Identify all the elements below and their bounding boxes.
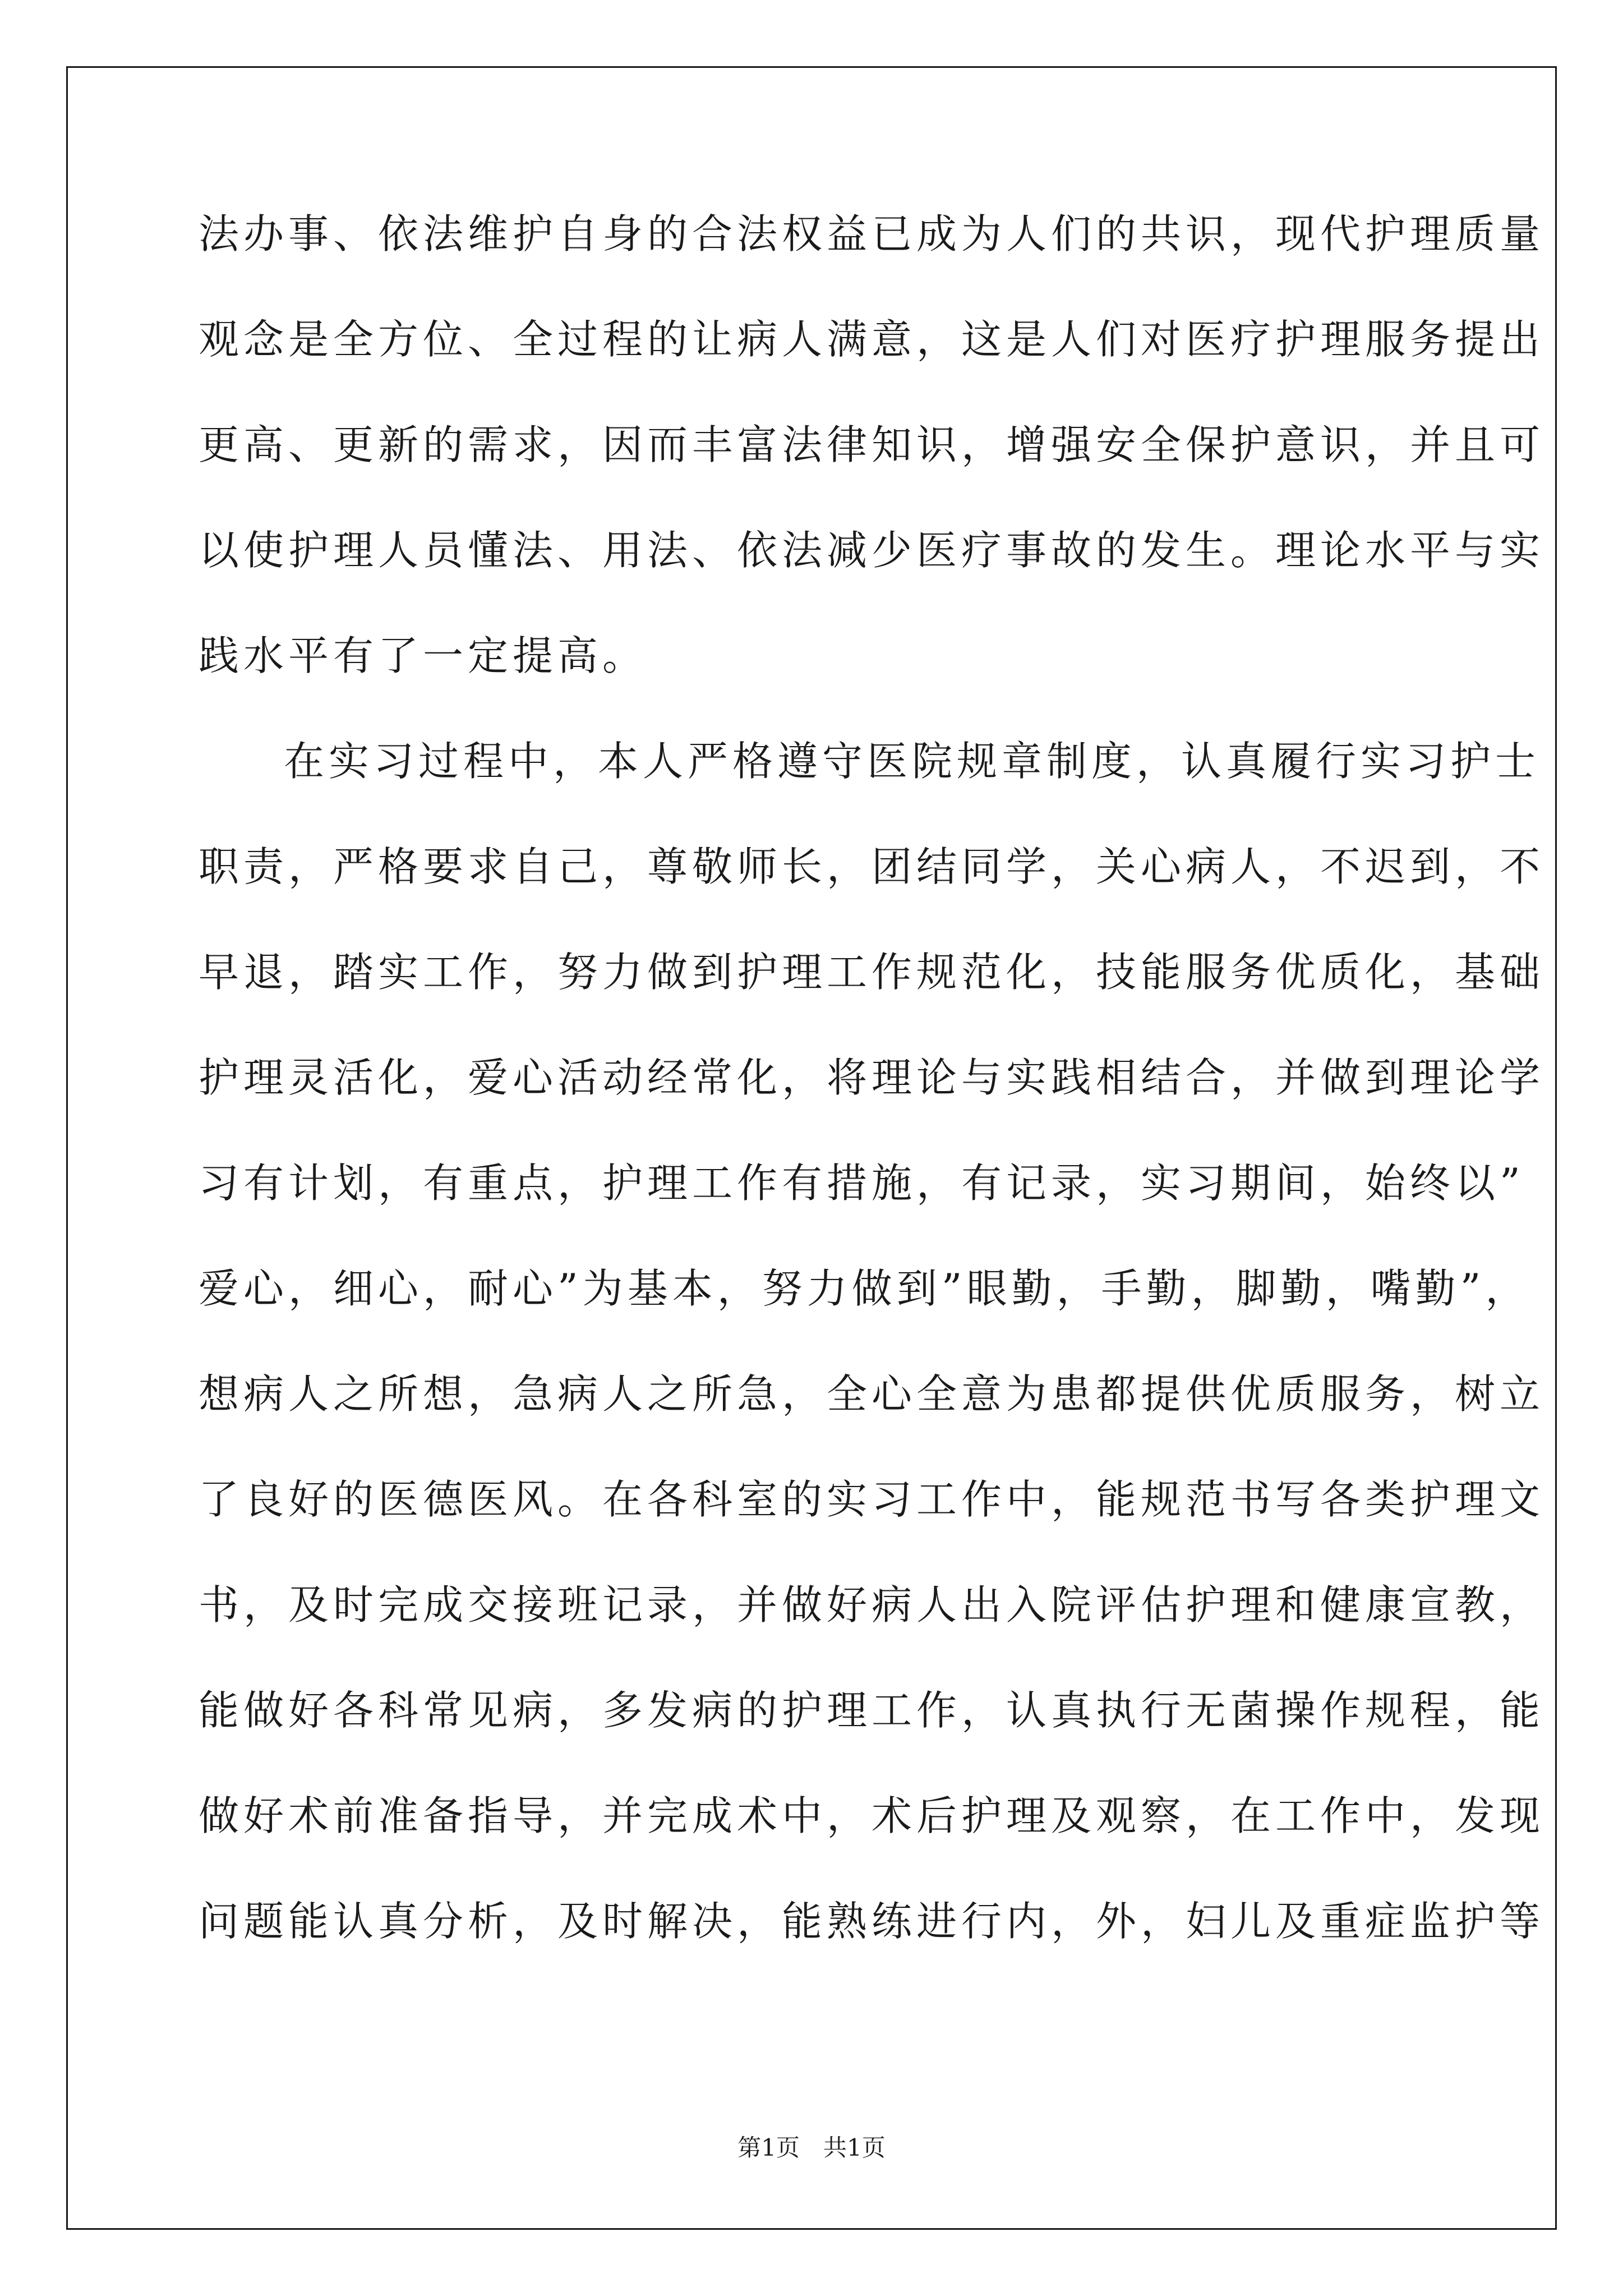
text-line: 以使护理人员懂法、用法、依法减少医疗事故的发生。理论水平与实 — [199, 527, 1545, 574]
text-line: 想病人之所想，急病人之所急，全心全意为患都提供优质服务，树立 — [199, 1370, 1545, 1418]
text-line: 护理灵活化，爱心活动经常化，将理论与实践相结合，并做到理论学 — [199, 1054, 1545, 1101]
text-line: 问题能认真分析，及时解决，能熟练进行内，外，妇儿及重症监护等 — [199, 1898, 1545, 1945]
page-number-footer: 第1页 共1页 — [737, 2134, 886, 2161]
text-line: 职责，严格要求自己，尊敬师长，团结同学，关心病人，不迟到，不 — [199, 843, 1545, 890]
text-line: 习有计划，有重点，护理工作有措施，有记录，实习期间，始终以” — [199, 1159, 1525, 1207]
text-line: 早退，踏实工作，努力做到护理工作规范化，技能服务优质化，基础 — [199, 949, 1545, 996]
text-line: 法办事、依法维护自身的合法权益已成为人们的共识，现代护理质量 — [199, 210, 1545, 257]
text-line: 了良好的医德医风。在各科室的实习工作中，能规范书写各类护理文 — [199, 1476, 1545, 1523]
text-line: 爱心，细心，耐心”为基本，努力做到”眼勤，手勤，脚勤，嘴勤”， — [199, 1265, 1530, 1312]
text-line: 观念是全方位、全过程的让病人满意，这是人们对医疗护理服务提出 — [199, 316, 1545, 363]
text-line: 书，及时完成交接班记录，并做好病人出入院评估护理和健康宣教， — [199, 1581, 1545, 1628]
text-line: 做好术前准备指导，并完成术中，术后护理及观察，在工作中，发现 — [199, 1792, 1545, 1839]
text-line: 能做好各科常见病，多发病的护理工作，认真执行无菌操作规程，能 — [199, 1687, 1545, 1734]
text-line: 更高、更新的需求，因而丰富法律知识，增强安全保护意识，并且可 — [199, 421, 1545, 468]
paragraph-first-line: 在实习过程中，本人严格遵守医院规章制度，认真履行实习护士 — [284, 738, 1541, 785]
text-line: 践水平有了一定提高。 — [199, 632, 648, 679]
